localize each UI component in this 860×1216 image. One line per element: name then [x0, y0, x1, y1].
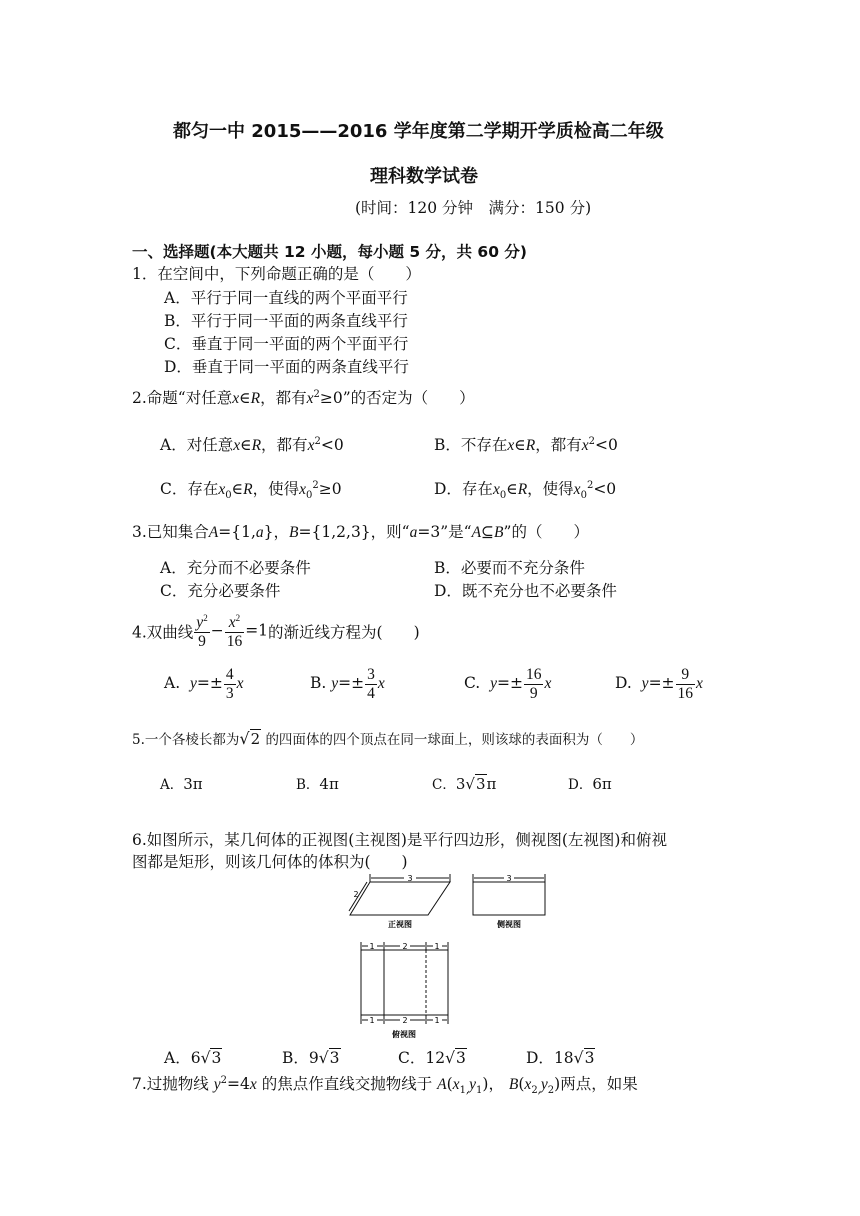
option-a: A．平行于同一直线的两个平面平行 — [164, 289, 408, 307]
option-b: B．平行于同一平面的两条直线平行 — [164, 312, 408, 330]
option-a: A. y=± $\frac{4}{3}$ x — [164, 666, 244, 702]
option-c: C. y=± $\frac{16}{9}$ x — [464, 666, 552, 702]
side-dim-top: 3 — [506, 874, 512, 883]
option-d: D．既不充分也不必要条件 — [434, 582, 617, 600]
side-view-label: 侧视图 — [497, 920, 521, 929]
three-view-figure — [340, 866, 560, 1042]
top-dim-b: 2 — [402, 942, 408, 951]
option-c: C．存在$x_0\in R$，使得$x_0^2\ge 0$ — [160, 479, 342, 502]
top-view-label: 俯视图 — [392, 1030, 416, 1039]
option-d: D．6π — [568, 775, 612, 793]
top-view — [361, 942, 448, 1024]
option-c: C．3√3π — [432, 775, 497, 793]
question-stem-line1: 6.如图所示，某几何体的正视图(主视图)是平行四边形，侧视图(左视图)和俯视 — [132, 831, 667, 849]
option-d: D. y=± $\frac{9}{16}$ x — [615, 666, 703, 702]
section-heading: 一、选择题(本大题共 12 小题，每小题 5 分，共 60 分) — [132, 243, 527, 261]
question-stem: 5.一个各棱长都为√2 的四面体的四个顶点在同一球面上，则该球的表面积为（ ） — [132, 729, 644, 748]
option-a: A．6√3 — [164, 1049, 222, 1067]
option-d: D．垂直于同一平面的两条直线平行 — [164, 358, 409, 376]
top-dim-a-bottom: 1 — [369, 1016, 375, 1025]
question-stem: 3.已知集合A={1,a}，B={1,2,3}，则“a=3”是“A⊆B”的（ ） — [132, 523, 589, 541]
option-b: B．不存在x∈R，都有$x^2<0$ — [434, 435, 618, 454]
front-view — [349, 874, 450, 915]
option-b: B．必要而不充分条件 — [434, 559, 585, 577]
exam-info: (时间：120 分钟 满分：150 分) — [355, 199, 592, 217]
option-b: B. y=± $\frac{3}{4}$ x — [310, 666, 385, 702]
option-d: D．存在$x_0\in R$，使得$x_0^2<0$ — [434, 479, 617, 502]
top-dim-c: 1 — [434, 942, 440, 951]
page-subtitle: 理科数学试卷 — [370, 166, 478, 187]
front-dim-slant: 2 — [353, 890, 359, 899]
front-dim-top: 3 — [407, 874, 413, 883]
question-stem: 7.过抛物线 $y^2=4x$ 的焦点作直线交抛物线于 $A(x_{1,}y_1)$， $B(x_{2,}y_2)$两点，如果 — [132, 1074, 638, 1097]
top-dim-c-bottom: 1 — [434, 1016, 440, 1025]
question-stem-line2: 图都是矩形，则该几何体的体积为( ) — [132, 853, 408, 871]
question-stem: 2.命题“对任意x∈R，都有$x^2\ge 0$”的否定为（ ） — [132, 388, 475, 407]
option-a: A．3π — [160, 775, 203, 793]
option-a: A．充分而不必要条件 — [160, 559, 311, 577]
option-c: C．垂直于同一平面的两个平面平行 — [164, 335, 409, 353]
option-c: C．12√3 — [398, 1049, 466, 1067]
option-b: B．4π — [296, 775, 339, 793]
option-b: B．9√3 — [282, 1049, 340, 1067]
question-stem: 4.双曲线 $\frac{y^2}{9}$ − $\frac{x^2}{16}$ =1的渐近线方程为( ) — [132, 613, 420, 650]
option-c: C．充分必要条件 — [160, 582, 281, 600]
front-view-label: 正视图 — [388, 920, 412, 929]
page-title: 都匀一中 2015——2016 学年度第二学期开学质检高二年级 — [173, 121, 664, 142]
option-d: D．18√3 — [526, 1049, 595, 1067]
option-a: A．对任意x∈R，都有$x^2<0$ — [160, 435, 344, 454]
top-dim-a: 1 — [369, 942, 375, 951]
top-dim-b-bottom: 2 — [402, 1016, 408, 1025]
question-stem: 1．在空间中，下列命题正确的是（ ） — [132, 265, 421, 283]
